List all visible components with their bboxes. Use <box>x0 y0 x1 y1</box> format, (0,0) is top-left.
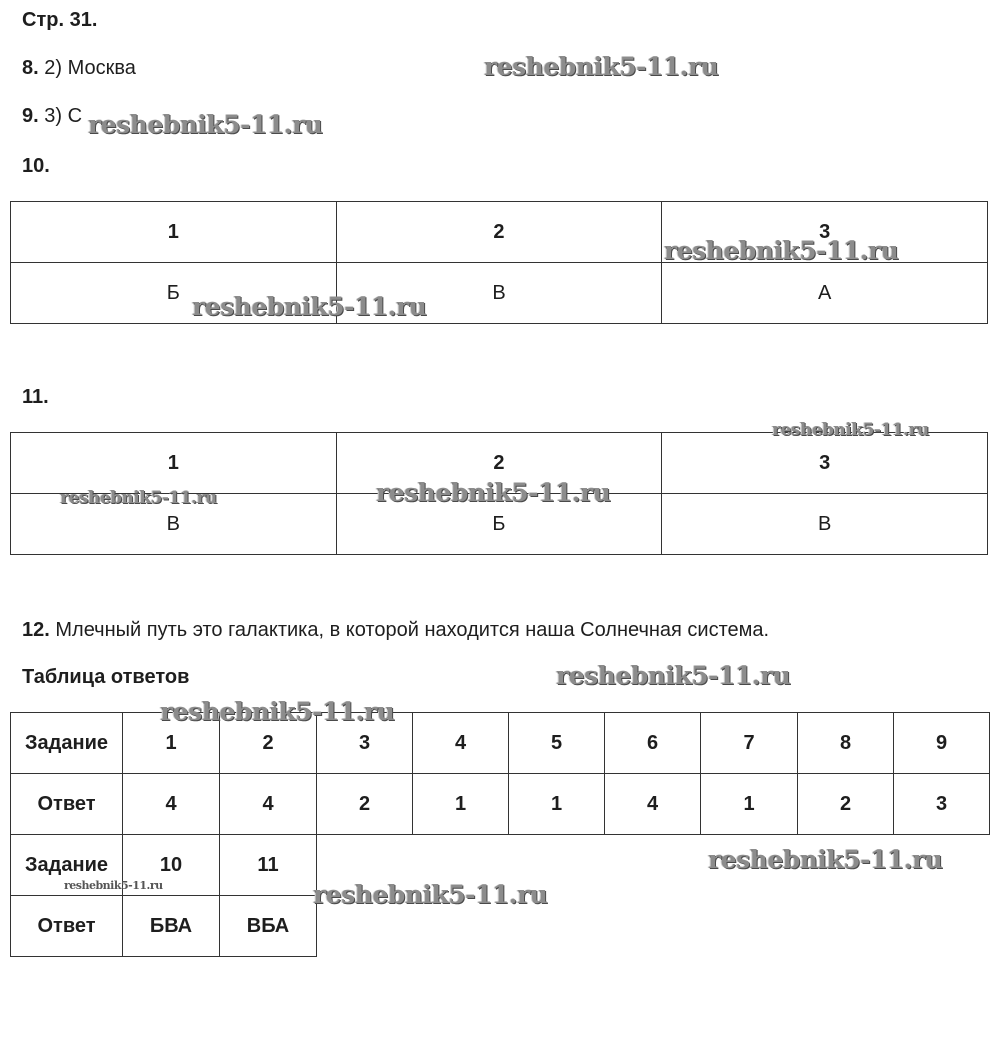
answer-table-title: Таблица ответов <box>22 666 190 688</box>
answer-cell: 1 <box>508 773 605 835</box>
table-cell: 3 <box>662 202 988 263</box>
table-cell: Б <box>11 263 337 324</box>
watermark: reshebnik5-11.ru <box>484 52 719 81</box>
table-cell: 2 <box>336 433 662 494</box>
answer-cell: 4 <box>219 773 317 835</box>
answer-cell: 2 <box>316 773 413 835</box>
row-header-answer: Ответ <box>10 773 123 835</box>
question-text: Млечный путь это галактика, в которой находится наша Солнечная система. <box>55 619 770 641</box>
watermark: reshebnik5-11.ru <box>664 236 899 265</box>
task-number-cell: 1 <box>122 712 220 774</box>
answer-cell: 2 <box>797 773 894 835</box>
table-cell: В <box>662 494 988 555</box>
answer-cell: 4 <box>122 773 220 835</box>
question-answer: 3) С <box>44 105 83 127</box>
table-cell: 2 <box>336 202 662 263</box>
task-number-cell: 8 <box>797 712 894 774</box>
watermark: reshebnik5-11.ru <box>64 879 163 892</box>
watermark: reshebnik5-11.ru <box>192 292 427 321</box>
question-number: 9. <box>22 105 39 127</box>
table-cell: В <box>11 494 337 555</box>
watermark: reshebnik5-11.ru <box>556 661 791 690</box>
table-cell: 1 <box>11 202 337 263</box>
table-cell: А <box>662 263 988 324</box>
task-number-cell: 11 <box>219 834 317 896</box>
table-cell: В <box>336 263 662 324</box>
task-number-cell: 10 <box>122 834 220 896</box>
table-cell: 1 <box>11 433 337 494</box>
watermark: reshebnik5-11.ru <box>313 880 548 909</box>
question-number: 12. <box>22 619 50 641</box>
table-cell: Б <box>336 494 662 555</box>
watermark: reshebnik5-11.ru <box>376 478 611 507</box>
watermark: reshebnik5-11.ru <box>88 110 323 139</box>
answer-cell: 3 <box>893 773 990 835</box>
watermark: reshebnik5-11.ru <box>160 697 395 726</box>
task-number-cell: 6 <box>604 712 701 774</box>
row-header-task: Задание <box>10 712 123 774</box>
task-number-cell: 5 <box>508 712 605 774</box>
question-11-number: 11. <box>22 386 49 408</box>
answer-cell: 1 <box>412 773 509 835</box>
page-label: Стр. 31. <box>22 9 98 31</box>
answer-cell: ВБА <box>219 895 317 957</box>
watermark: reshebnik5-11.ru <box>772 420 929 440</box>
watermark: reshebnik5-11.ru <box>60 488 217 508</box>
row-header-answer: Ответ <box>10 895 123 957</box>
task-number-cell: 9 <box>893 712 990 774</box>
answer-cell: БВА <box>122 895 220 957</box>
task-number-cell: 3 <box>316 712 413 774</box>
watermark: reshebnik5-11.ru <box>708 845 943 874</box>
row-header-task: Задание <box>10 834 123 896</box>
question-10-number: 10. <box>22 155 50 177</box>
task-number-cell: 7 <box>700 712 798 774</box>
table-cell: 3 <box>662 433 988 494</box>
question-answer: 2) Москва <box>44 57 136 79</box>
task-number-cell: 2 <box>219 712 317 774</box>
question-number: 8. <box>22 57 39 79</box>
answer-cell: 1 <box>700 773 798 835</box>
task-number-cell: 4 <box>412 712 509 774</box>
answer-cell: 4 <box>604 773 701 835</box>
